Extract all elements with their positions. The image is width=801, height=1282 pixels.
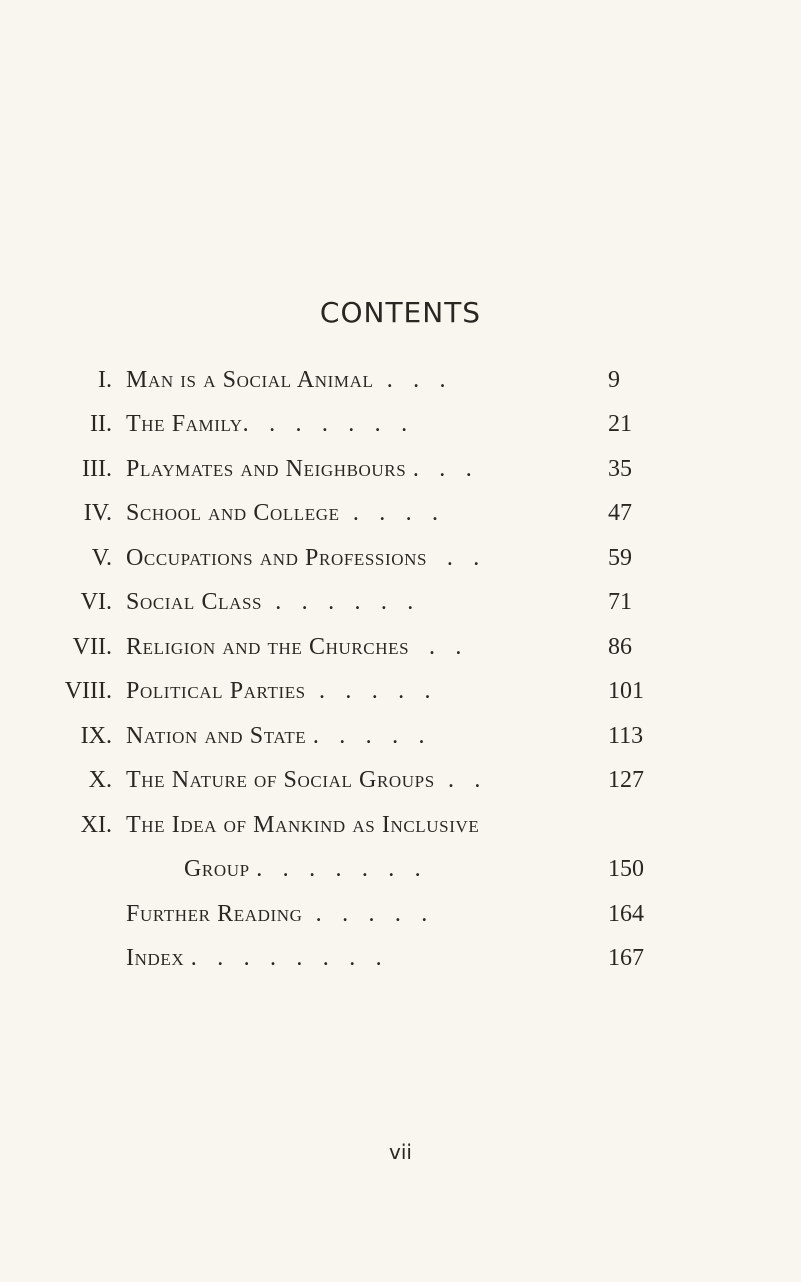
chapter-title: Playmates and Neighbours . . . xyxy=(126,456,473,482)
page-number: 59 xyxy=(608,545,632,571)
chapter-number: X. xyxy=(88,767,112,793)
page-number: 113 xyxy=(608,723,644,749)
toc-row-4 xyxy=(0,493,801,533)
chapter-number: IV. xyxy=(83,500,112,526)
toc-row-6 xyxy=(0,582,801,622)
page-number: 86 xyxy=(608,634,632,660)
toc-row-7 xyxy=(0,627,801,667)
chapter-title: Man is a Social Animal . . . xyxy=(126,367,447,393)
chapter-number: IX. xyxy=(80,723,112,749)
chapter-title: Nation and State . . . . . xyxy=(126,723,426,749)
chapter-title: School and College . . . . xyxy=(126,500,439,526)
chapter-number: II. xyxy=(90,411,112,437)
toc-row-2 xyxy=(0,404,801,444)
section-title: Index . . . . . . . . xyxy=(126,945,383,971)
toc-row-index xyxy=(0,938,801,978)
toc-row-11 xyxy=(0,805,801,845)
page-number: 9 xyxy=(608,367,620,393)
chapter-title: Religion and the Churches . . xyxy=(126,634,462,660)
toc-row-8 xyxy=(0,671,801,711)
page-number: 101 xyxy=(608,678,644,704)
toc-row-5 xyxy=(0,538,801,578)
chapter-title: Political Parties . . . . . xyxy=(126,678,432,704)
toc-row-9 xyxy=(0,716,801,756)
page-number: 21 xyxy=(608,411,632,437)
page-number: 164 xyxy=(608,901,644,927)
toc-row-1 xyxy=(0,360,801,400)
chapter-number: VIII. xyxy=(64,678,112,704)
chapter-title: The Family. . . . . . . xyxy=(126,411,408,437)
page-number: 35 xyxy=(608,456,632,482)
page-number: 47 xyxy=(608,500,632,526)
page-title: CONTENTS xyxy=(319,296,482,329)
toc-row-10 xyxy=(0,760,801,800)
chapter-number: V. xyxy=(91,545,112,571)
page-number: 150 xyxy=(608,856,644,882)
chapter-title: The Idea of Mankind as Inclusive xyxy=(126,812,480,838)
chapter-number: III. xyxy=(82,456,112,482)
chapter-number: VI. xyxy=(80,589,112,615)
chapter-title: The Nature of Social Groups . . xyxy=(126,767,481,793)
toc-row-further-reading xyxy=(0,894,801,934)
page-number: 127 xyxy=(608,767,644,793)
chapter-title-continuation: Group . . . . . . . xyxy=(184,856,422,882)
section-title: Further Reading . . . . . xyxy=(126,901,428,927)
chapter-title: Occupations and Professions . . xyxy=(126,545,480,571)
chapter-number: I. xyxy=(98,367,112,393)
page-number: 71 xyxy=(608,589,632,615)
chapter-number: XI. xyxy=(80,812,112,838)
page-number: 167 xyxy=(608,945,644,971)
folio-page-number: vii xyxy=(389,1140,412,1164)
toc-row-12 xyxy=(0,849,801,889)
chapter-number: VII. xyxy=(72,634,112,660)
toc-row-3 xyxy=(0,449,801,489)
chapter-title: Social Class . . . . . . xyxy=(126,589,414,615)
